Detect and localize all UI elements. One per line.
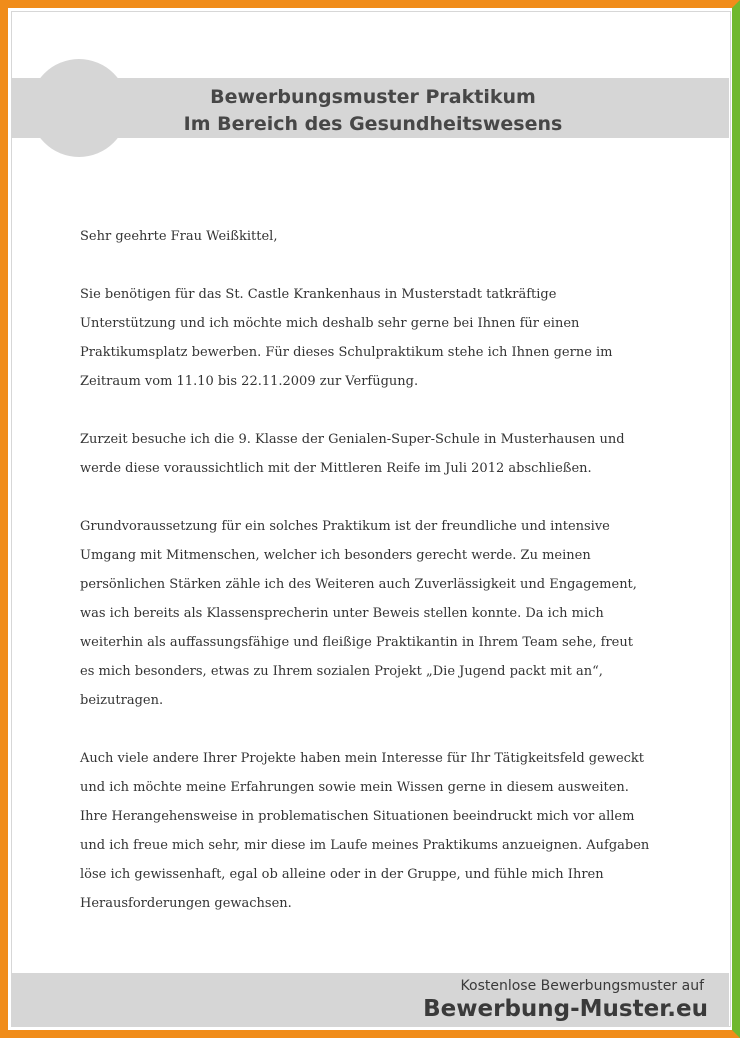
text-line: Praktikumsplatz bewerben. Für dieses Schulpraktikum stehe ich Ihnen gerne im bbox=[80, 345, 613, 360]
text-line: werde diese voraussichtlich mit der Mittleren Reife im Juli 2012 abschließen. bbox=[80, 461, 592, 476]
text-line: Sie benötigen für das St. Castle Krankenhaus in Musterstadt tatkräftige bbox=[80, 287, 557, 302]
paragraph-4 bbox=[80, 744, 670, 918]
text-line: löse ich gewissenhaft, egal ob alleine oder in der Gruppe, und fühle mich Ihren bbox=[80, 867, 604, 882]
text-line: und ich möchte meine Erfahrungen sowie mein Wissen gerne in diesem ausweiten. bbox=[80, 780, 629, 795]
text-line: persönlichen Stärken zähle ich des Weiteren auch Zuverlässigkeit und Engagement, bbox=[80, 577, 637, 592]
text-line: und ich freue mich sehr, mir diese im Laufe meines Praktikums anzueignen. Aufgaben bbox=[80, 838, 650, 853]
text-line: Umgang mit Mitmenschen, welcher ich besonders gerecht werde. Zu meinen bbox=[80, 548, 591, 563]
title-line-1: Bewerbungsmuster Praktikum bbox=[210, 86, 536, 108]
text-line: es mich besonders, etwas zu Ihrem sozialen Projekt „Die Jugend packt mit an“, bbox=[80, 664, 603, 679]
text-line: weiterhin als auffassungsfähige und fleißige Praktikantin in Ihrem Team sehe, freut bbox=[80, 635, 633, 650]
document-title bbox=[8, 84, 738, 138]
text-line: beizutragen. bbox=[80, 693, 164, 708]
salutation bbox=[80, 222, 670, 251]
text-line: Unterstützung und ich möchte mich deshalb sehr gerne bei Ihnen für einen bbox=[80, 316, 580, 331]
text-line: Zurzeit besuche ich die 9. Klasse der Genialen-Super-Schule in Musterhausen und bbox=[80, 432, 625, 447]
letter-body bbox=[80, 222, 670, 947]
title-line-2: Im Bereich des Gesundheitswesens bbox=[183, 113, 563, 135]
salutation-text: Sehr geehrte Frau Weißkittel, bbox=[80, 229, 278, 244]
text-line: Grundvoraussetzung für ein solches Praktikum ist der freundliche und intensive bbox=[80, 519, 610, 534]
text-line: Auch viele andere Ihrer Projekte haben mein Interesse für Ihr Tätigkeitsfeld geweckt bbox=[80, 751, 645, 766]
text-line: was ich bereits als Klassensprecherin unter Beweis stellen konnte. Da ich mich bbox=[80, 606, 604, 621]
paragraph-3 bbox=[80, 512, 670, 715]
footer-tagline: Kostenlose Bewerbungsmuster auf bbox=[460, 978, 704, 994]
text-line: Zeitraum vom 11.10 bis 22.11.2009 zur Verfügung. bbox=[80, 374, 419, 389]
footer-site-link[interactable]: Bewerbung-Muster.eu bbox=[423, 996, 708, 1022]
text-line: Herausforderungen gewachsen. bbox=[80, 896, 292, 911]
text-line: Ihre Herangehensweise in problematischen Situationen beeindruckt mich vor allem bbox=[80, 809, 635, 824]
paragraph-1 bbox=[80, 280, 670, 396]
paragraph-2 bbox=[80, 425, 670, 483]
